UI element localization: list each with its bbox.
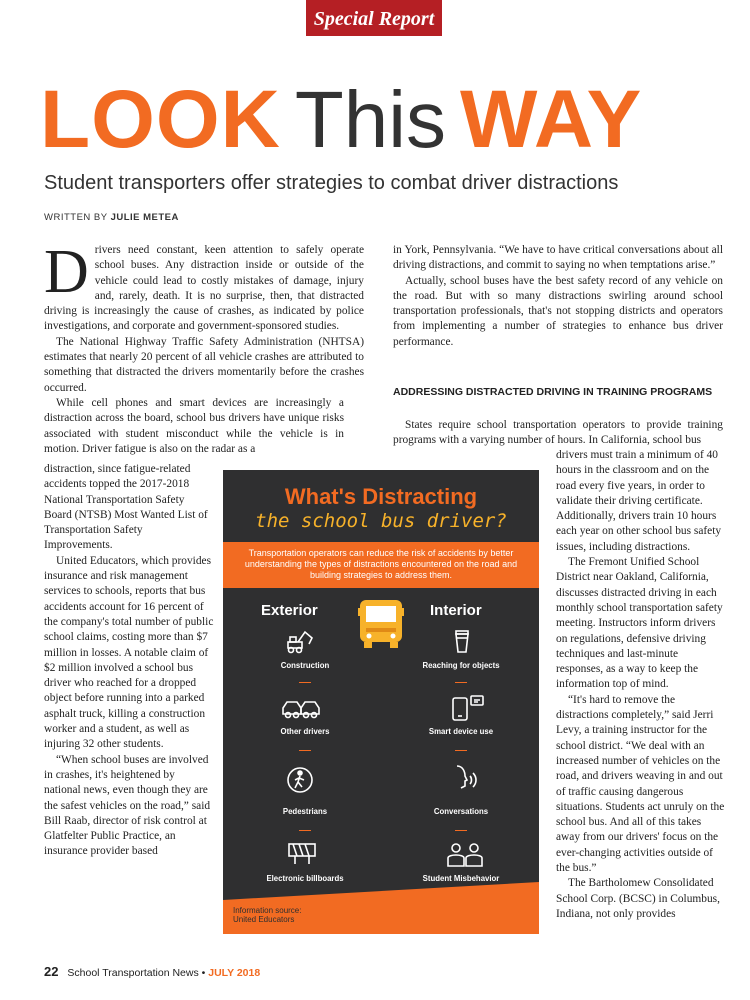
exterior-item-construction: Construction	[280, 661, 330, 670]
byline-author: JULIE METEA	[110, 212, 179, 223]
paragraph-2: The National Highway Traffic Safety Administration (NHTSA) estimates that nearly 20 percent of all vehicle crashes are attributed to something that distracted the drivers momentarily before the crashes occurred.	[44, 335, 364, 394]
paragraph-5-continued: in York, Pennsylvania. “We have to have critical conversations about all driving distractions, and commit to saying no when temptations arise.”	[393, 244, 723, 272]
paragraph-5: “When school buses are involved in crashes, it's heightened by national news, even though they are the safest vehicles on the road,” said Bill Raab, director of risk control at Glatfelter Public Practice, an insurance provider based	[44, 753, 211, 858]
interior-item-smart-device-use: Smart device use	[428, 727, 494, 736]
paragraph-4: United Educators, which provides insurance and risk management services to schools, reports that bus accidents account for 16 percent of the company's total number of public school claims, costing more than $7 million in losses. A notable claim of $2 million involved a school bus driver who reached for a dropped object before running into a parked asphalt truck, killing a construction worker and a student, as well as injuring 32 other students.	[44, 554, 214, 751]
infographic-subtitle: the school bus driver?	[255, 510, 507, 532]
interior-item-conversations: Conversations	[433, 807, 489, 816]
interior-item-reaching-for-objects: Reaching for objects	[422, 661, 500, 670]
paragraph-3-continued: distraction, since fatigue-related accidents topped the 2017-2018 National Transportation Safety Board (NTSB) Most Wanted List of Transportation Safety Improvements.	[44, 463, 208, 552]
exterior-item-pedestrians: Pedestrians	[282, 807, 328, 816]
title-look: LOOK	[40, 74, 281, 165]
divider	[455, 682, 467, 683]
article-subtitle: Student transporters offer strategies to combat driver distractions	[44, 172, 619, 194]
pedestrian-icon	[286, 766, 314, 794]
interior-heading: Interior	[430, 602, 482, 619]
article-column-2-mid	[393, 418, 723, 449]
drop-cap: D	[44, 238, 89, 306]
article-title	[40, 74, 643, 165]
divider	[299, 830, 311, 831]
byline-prefix: WRITTEN BY	[44, 212, 108, 223]
paragraph-6: Actually, school buses have the best safety record of any vehicle on the road. But with so many distractions swirling around school transportation professionals, that's not stopping districts and operators from implementing a number of strategies to enhance bus driver performance.	[393, 274, 723, 348]
issue-date: JULY 2018	[208, 967, 261, 979]
construction-icon	[285, 628, 315, 654]
smartphone-icon	[451, 694, 485, 722]
byline	[44, 212, 179, 223]
paragraph-1	[44, 238, 364, 335]
cars-icon	[281, 696, 321, 720]
exterior-item-electronic-billboards: Electronic billboards	[266, 874, 344, 883]
exterior-item-other-drivers: Other drivers	[280, 727, 330, 736]
paragraph-9: “It's hard to remove the distractions completely,” said Jerri Levy, a training instructor for the school district. “We deal with an increased number of vehicles on the road, and drivers weaving in and out of traffic causing dangerous situations. Students act unruly on the school bus. And all of this takes away from our drivers' focus on the ever-changing activities outside of the bus.”	[556, 693, 725, 875]
page-footer	[44, 964, 260, 979]
paragraph-10: The Bartholomew Consolidated School Corp. (BCSC) in Columbus, Indiana, not only provides	[556, 877, 720, 920]
article-column-2-top	[393, 243, 723, 350]
article-column-1-narrow	[44, 462, 214, 860]
paragraph-3: While cell phones and smart devices are increasingly a distraction across the board, school bus drivers have unique risks associated with student misconduct while the vehicle is in motion. Driver fatigue is also on the radar as a	[44, 396, 344, 455]
section-heading: ADDRESSING DISTRACTED DRIVING IN TRAINING PROGRAMS	[393, 386, 713, 398]
divider	[455, 750, 467, 751]
divider	[299, 682, 311, 683]
title-this: This	[294, 75, 447, 164]
paragraph-1-text: rivers need constant, keen attention to safely operate school buses. Any distraction inside or outside of the vehicle could lead to costly mistakes of damage, injury and, rarely, death. It is no surprise, then, that distracted driving is increasingly the cause of crashes, as indicated by police investigations, and corporate and government-sponsored studies.	[44, 244, 364, 333]
infographic-intro: Transportation operators can reduce the risk of accidents by better understanding the types of distractions encountered on the road and building strategies to address them.	[244, 548, 518, 580]
speaking-head-icon	[453, 764, 479, 792]
students-icon	[445, 842, 485, 868]
paragraph-7-continued: drivers must train a minimum of 40 hours in the classroom and on the road every five years, in order to validate their driving certificate. Additionally, drivers train 10 hours each year on other school bus safety issues, including distractions.	[556, 449, 722, 553]
paragraph-7: States require school transportation operators to provide training programs with a varying number of hours. In California, school bus	[393, 419, 723, 447]
page-number: 22	[44, 964, 59, 979]
publication-name: School Transportation News •	[67, 967, 206, 979]
divider	[455, 830, 467, 831]
divider	[299, 750, 311, 751]
information-source: Information source: United Educators	[233, 906, 302, 924]
article-column-1-top	[44, 238, 364, 457]
infographic	[223, 470, 539, 934]
paragraph-8: The Fremont Unified School District near Oakland, California, discusses distracted driving in each monthly school transportation safety meeting. Instructors inform drivers on regulations, defensive driving techniques and last-minute responses, as a way to keep the information top of mind.	[556, 556, 723, 691]
cup-icon	[454, 630, 470, 654]
infographic-title: What's Distracting	[284, 484, 478, 509]
title-way: WAY	[460, 74, 643, 165]
billboard-icon	[287, 842, 317, 866]
school-bus-icon	[358, 594, 404, 650]
article-column-2-narrow	[556, 448, 726, 922]
interior-item-student-misbehavior: Student Misbehavior	[422, 874, 500, 883]
exterior-heading: Exterior	[261, 602, 318, 619]
special-report-banner: Special Report	[306, 0, 442, 36]
